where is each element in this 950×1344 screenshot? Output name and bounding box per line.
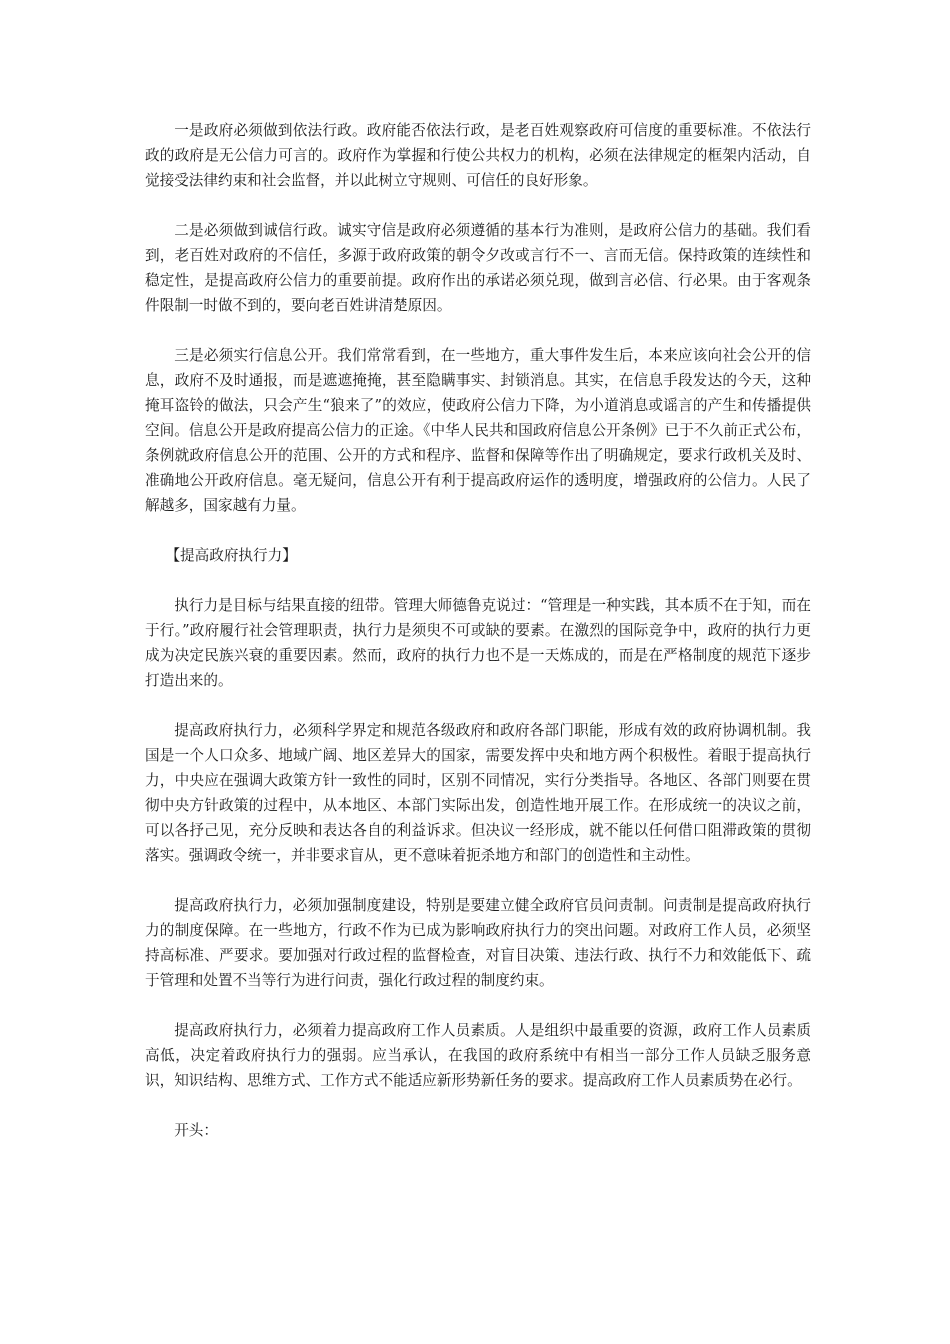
paragraph-execution-staff-quality: 提高政府执行力，必须着力提高政府工作人员素质。人是组织中最重要的资源，政府工作人员素质高低，决定着政府执行力的强弱。应当承认，在我国的政府系统中有相当一部分工作人员缺乏服务意识，知识结构、思维方式、工作方式不能适应新形势新任务的要求。提高政府工作人员素质势在必行。	[145, 1022, 811, 1089]
document-body	[145, 118, 811, 1168]
paragraph-lawful-administration: 一是政府必须做到依法行政。政府能否依法行政，是老百姓观察政府可信度的重要标准。不依法行政的政府是无公信力可言的。政府作为掌握和行使公共权力的机构，必须在法律规定的框架内活动，自觉接受法律约束和社会监督，并以此树立守规则、可信任的良好形象。	[145, 122, 811, 189]
paragraph-opening-label: 开头：	[174, 1122, 218, 1139]
section-heading-execution: 【提高政府执行力】	[165, 547, 297, 564]
paragraph-execution-functions: 提高政府执行力，必须科学界定和规范各级政府和政府各部门职能，形成有效的政府协调机制。我国是一个人口众多、地域广阔、地区差异大的国家，需要发挥中央和地方两个积极性。着眼于提高执行力，中央应在强调大政策方针一致性的同时，区别不同情况，实行分类指导。各地区、各部门则要在贯彻中央方针政策的过程中，从本地区、本部门实际出发，创造性地开展工作。在形成统一的决议之前，可以各抒己见，充分反映和表达各自的利益诉求。但决议一经形成，就不能以任何借口阻滞政策的贯彻落实。强调政令统一，并非要求盲从，更不意味着扼杀地方和部门的创造性和主动性。	[145, 722, 811, 864]
paragraph-honest-administration: 二是必须做到诚信行政。诚实守信是政府必须遵循的基本行为准则，是政府公信力的基础。我们看到，老百姓对政府的不信任，多源于政府政策的朝令夕改或言行不一、言而无信。保持政策的连续性和稳定性，是提高政府公信力的重要前提。政府作出的承诺必须兑现，做到言必信、行必果。由于客观条件限制一时做不到的，要向老百姓讲清楚原因。	[145, 222, 811, 314]
paragraph-execution-intro: 执行力是目标与结果直接的纽带。管理大师德鲁克说过：“管理是一种实践，其本质不在于知，而在于行。”政府履行社会管理职责，执行力是须臾不可或缺的要素。在激烈的国际竞争中，政府的执行力更成为决定民族兴衰的重要因素。然而，政府的执行力也不是一天炼成的，而是在严格制度的规范下逐步打造出来的。	[145, 597, 811, 689]
paragraph-execution-accountability: 提高政府执行力，必须加强制度建设，特别是要建立健全政府官员问责制。问责制是提高政府执行力的制度保障。在一些地方，行政不作为已成为影响政府执行力的突出问题。对政府工作人员，必须坚持高标准、严要求。要加强对行政过程的监督检查，对盲目决策、违法行政、执行不力和效能低下、疏于管理和处置不当等行为进行问责，强化行政过程的制度约束。	[145, 897, 811, 989]
paragraph-information-disclosure: 三是必须实行信息公开。我们常常看到，在一些地方，重大事件发生后，本来应该向社会公开的信息，政府不及时通报，而是遮遮掩掩，甚至隐瞒事实、封锁消息。其实，在信息手段发达的今天，这种掩耳盗铃的做法，只会产生“狼来了”的效应，使政府公信力下降，为小道消息或谣言的产生和传播提供空间。信息公开是政府提高公信力的正途。《中华人民共和国政府信息公开条例》已于不久前正式公布，条例就政府信息公开的范围、公开的方式和程序、监督和保障等作出了明确规定，要求行政机关及时、准确地公开政府信息。毫无疑问，信息公开有利于提高政府运作的透明度，增强政府的公信力。人民了解越多，国家越有力量。	[145, 347, 811, 514]
